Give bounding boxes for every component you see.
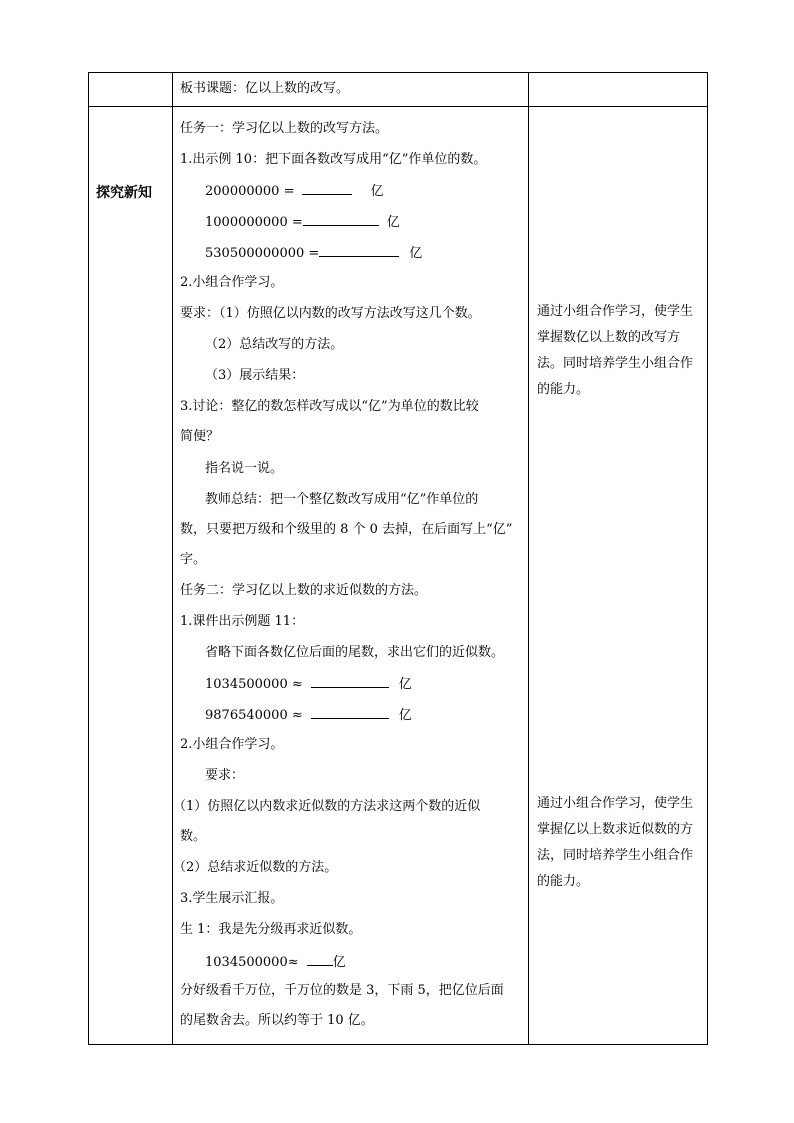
explanation-line-b: 的尾数舍去。所以约等于 10 亿。: [180, 1013, 374, 1028]
discussion-line-b: 简便？: [180, 429, 220, 444]
approx-row-3: [205, 951, 346, 973]
report-line: 3.学生展示汇报。: [180, 891, 284, 906]
group-study-line-2: 2.小组合作学习。: [180, 737, 284, 752]
requirement-1: 要求：（1）仿照亿以内数的改写方法改写这几个数。: [180, 306, 481, 321]
summary-line-a: 教师总结：把一个整亿数改写成用“亿”作单位的: [205, 492, 479, 507]
notes-cell: [529, 107, 708, 1045]
example-11-line: 1.课件出示例题 11：: [180, 614, 305, 629]
approx-1-blank: [311, 673, 389, 688]
requirement-2: （2）总结改写的方法。: [205, 337, 344, 352]
approx-2-number: 9876540000 ≈: [205, 708, 303, 723]
exercise-row-2: [205, 211, 400, 233]
approx-1-number: 1034500000 ≈: [205, 677, 303, 692]
exercise-2-unit: 亿: [386, 215, 400, 230]
omit-instruction: 省略下面各数亿位后面的尾数，求出它们的近似数。: [205, 645, 505, 660]
exercise-3-number: 530500000000 =: [205, 246, 320, 261]
header-row: [89, 73, 708, 107]
header-cell-right: [529, 73, 708, 107]
task-two-title: 任务二：学习亿以上数的求近似数的方法。: [180, 583, 428, 598]
header-cell-middle: [173, 73, 529, 107]
design-note-2: 通过小组合作学习，使学生掌握亿以上数求近似数的方法，同时培养学生小组合作的能力。: [537, 796, 694, 889]
exercise-3-blank: [319, 242, 399, 257]
summary-line-c: 字。: [180, 552, 207, 567]
name-call-line: 指名说一说。: [205, 461, 284, 476]
exercise-1-blank: [302, 180, 352, 195]
approx-requirement-2: （2）总结求近似数的方法。: [173, 860, 338, 875]
approx-row-1: [205, 673, 412, 695]
approx-requirement-1b: 数。: [180, 829, 207, 844]
exercise-1-unit: 亿: [370, 184, 384, 199]
approx-2-unit: 亿: [398, 708, 412, 723]
approx-3-blank: [307, 951, 333, 966]
approx-row-2: [205, 704, 412, 726]
content-row: [89, 107, 708, 1045]
exercise-1-number: 200000000 =: [205, 184, 295, 199]
exercise-3-unit: 亿: [409, 246, 423, 261]
student-one-line: 生 1：我是先分级再求近似数。: [180, 922, 362, 937]
header-cell-left: [89, 73, 173, 107]
requirement-3: （3）展示结果：: [205, 368, 305, 383]
example-10-line: 1.出示例 10：把下面各数改写成用“亿”作单位的数。: [180, 152, 487, 167]
design-note-1: 通过小组合作学习，使学生掌握数亿以上数的改写方法。同时培养学生小组合作的能力。: [537, 304, 694, 397]
approx-3-unit: 亿: [332, 955, 346, 970]
exercise-2-blank: [303, 211, 379, 226]
group-study-line-1: 2.小组合作学习。: [180, 275, 284, 290]
approx-requirement-1a: （1）仿照亿以内数求近似数的方法求这两个数的近似: [173, 799, 481, 814]
topic-line: 板书课题：亿以上数的改写。: [180, 81, 350, 96]
section-label: 探究新知: [96, 185, 152, 201]
content-cell: [173, 107, 529, 1045]
approx-1-unit: 亿: [398, 677, 412, 692]
exercise-row-1: [205, 180, 383, 202]
task-one-title: 任务一：学习亿以上数的改写方法。: [180, 121, 389, 136]
approx-2-blank: [311, 704, 389, 719]
explanation-line-a: 分好级看千万位，千万位的数是 3，下雨 5，把亿位后面: [180, 983, 504, 998]
exercise-2-number: 1000000000 =: [205, 215, 303, 230]
discussion-line-a: 3.讨论：整亿的数怎样改写成以“亿”为单位的数比较: [180, 399, 479, 414]
requirements-label: 要求：: [205, 768, 245, 783]
summary-line-b: 数，只要把万级和个级里的 8 个 0 去掉，在后面写上“亿”: [180, 522, 513, 537]
exercise-row-3: [205, 242, 422, 264]
approx-3-number: 1034500000≈: [205, 955, 299, 970]
lesson-table: [88, 72, 708, 1045]
section-label-cell: [89, 107, 173, 1045]
